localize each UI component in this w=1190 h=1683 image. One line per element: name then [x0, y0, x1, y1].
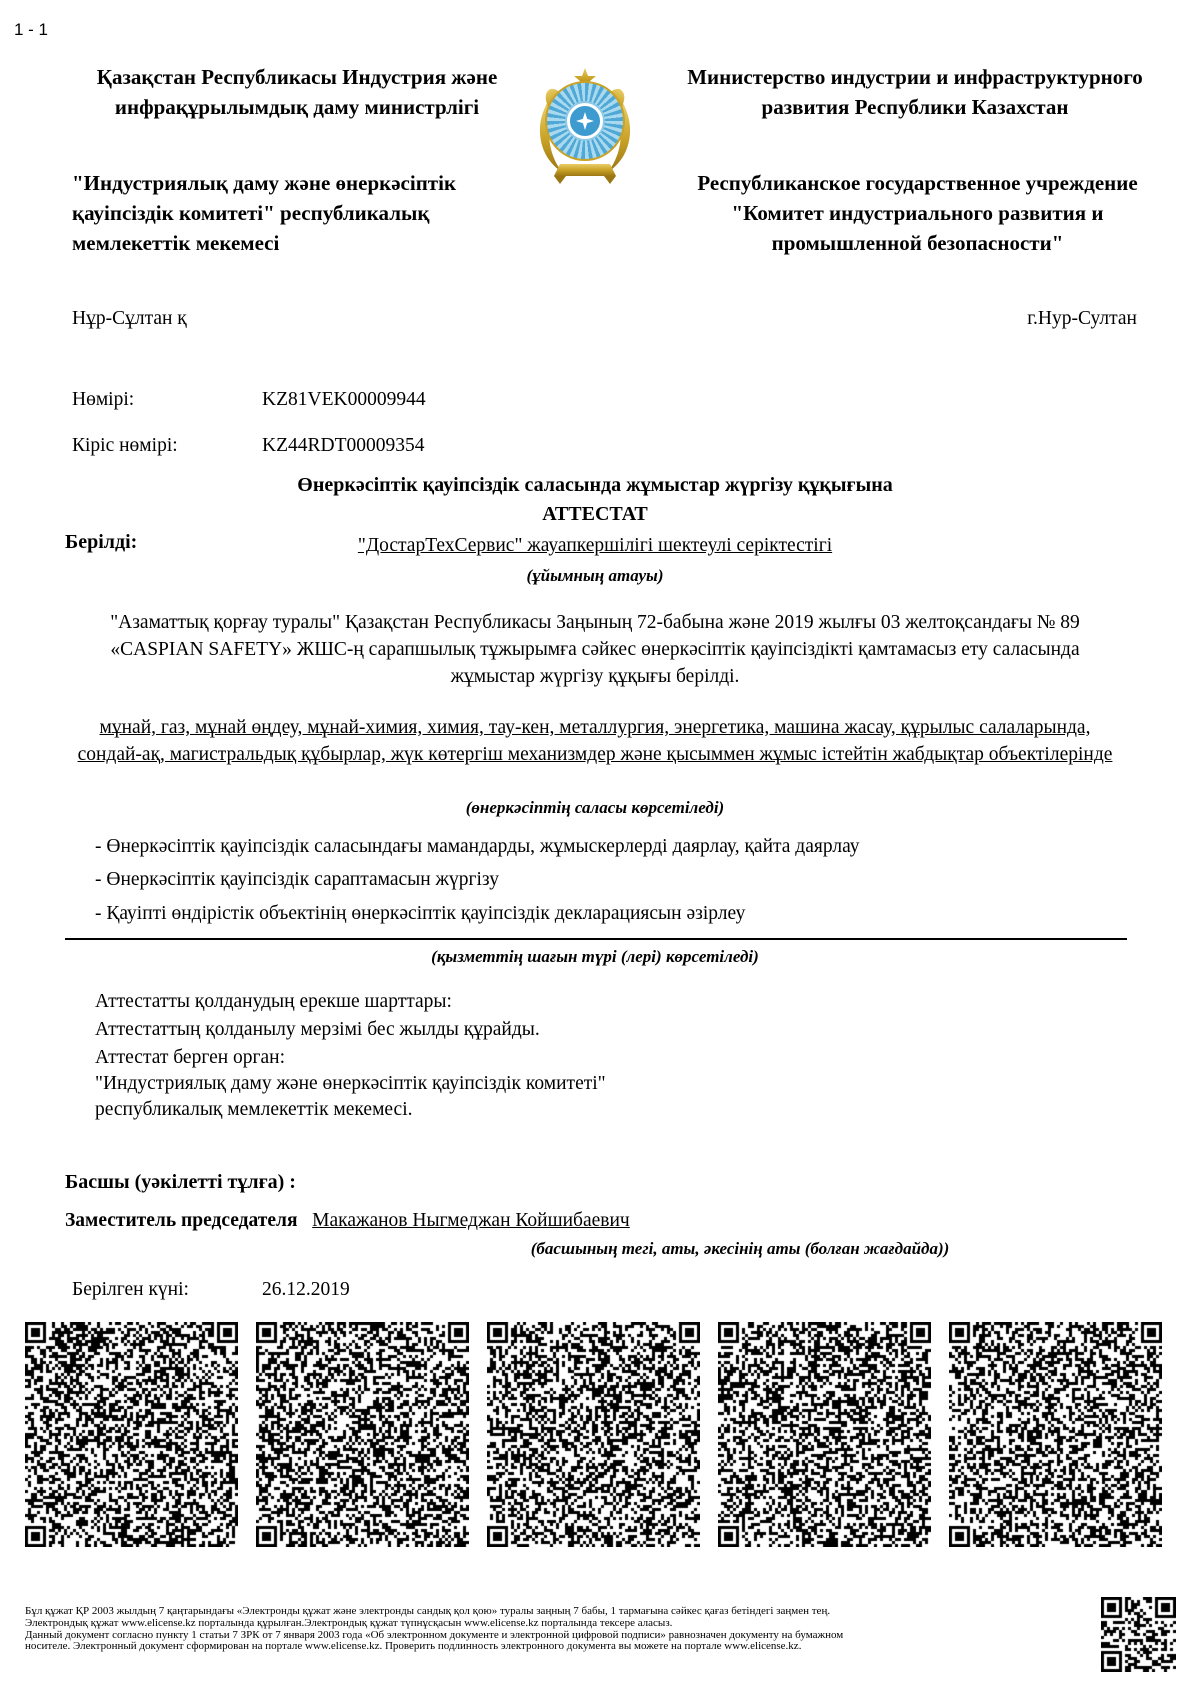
footer-legal-text	[25, 1606, 1090, 1653]
legal-basis-paragraph: "Азаматтық қорғау туралы" Қазақстан Республикасы Заңының 72-бабына және 2019 жылғы 03 желтоқсандағы № 89 «CASPIAN SAFETY» ЖШС-ң сарапшылық тұжырымға сәйкес өнеркәсіптік қауіпсіздікті қамтамасыз ету саласында жұмыстар жүргізу құқығы берілді.	[110, 612, 1080, 687]
signature-qr-code-2	[256, 1322, 469, 1547]
conditions-line: Аттестат берген орган:	[95, 1047, 286, 1068]
signature-qr-code-1	[25, 1322, 238, 1547]
footer-line: носителе. Электронный документ сформирован на портале www.elicense.kz. Проверить подлинность электронного документа вы можете на портале www.elicense.kz.	[25, 1640, 802, 1653]
city-russian: г.Нур-Султан	[1027, 308, 1137, 329]
committee-name-russian: Республиканское государственное учреждение "Комитет индустриального развития и промышленной безопасности"	[697, 171, 1138, 255]
ministry-name-kazakh: Қазақстан Республикасы Индустрия және инфрақұрылымдық даму министрлігі	[96, 65, 498, 119]
committee-name-kazakh: "Индустриялық даму және өнеркәсіптік қауіпсіздік комитеті" республикалық мемлекеттік мекемесі	[72, 171, 457, 255]
industry-scope-text: мұнай, газ, мұнай өңдеу, мұнай-химия, химия, тау-кен, металлургия, энергетика, машина жасау, құрылыс салаларында, сондай-ақ, магистральдық құбырлар, жүк көтергіш механизмдер және қысыммен жұмыс істейтін жабдықтар объектілерінде	[77, 717, 1113, 765]
city-kazakh: Нұр-Сұлтан қ	[72, 308, 187, 329]
footer-line: Электрондық құжат www.elicense.kz порталында құрылған.Электрондық құжат түпнұсқасын www.elicense.kz порталында тексере аласыз.	[25, 1616, 673, 1629]
incoming-number-label: Кіріс нөмірі:	[72, 435, 178, 456]
ministry-name-russian: Министерство индустрии и инфраструктурного развития Республики Казахстан	[687, 65, 1143, 119]
signature-qr-code-5	[949, 1322, 1162, 1547]
conditions-line: Аттестатты қолданудың ерекше шарттары:	[95, 991, 452, 1012]
signer-name: Макажанов Ныгмеджан Койшибаевич	[312, 1210, 630, 1231]
issuing-authority-line: "Индустриялық даму және өнеркәсіптік қауіпсіздік комитеті"	[95, 1073, 606, 1094]
incoming-number-value: KZ44RDT00009354	[262, 435, 425, 456]
head-official-label: Басшы (уәкілетті тұлға) :	[65, 1171, 296, 1193]
footer-line: Данный документ согласно пункту 1 статьи 7 ЗРК от 7 января 2003 года «Об электронном документе и электронной цифровой подписи» равнозначен документу на бумажном	[25, 1628, 844, 1641]
activity-item: - Өнеркәсіптік қауіпсіздік сараптамасын жүргізу	[95, 869, 499, 890]
organization-name-caption: (ұйымның атауы)	[526, 566, 664, 585]
issuing-authority-line: республикалық мемлекеттік мекемесі.	[95, 1099, 413, 1120]
verification-qr-code	[1101, 1597, 1176, 1672]
signature-row	[65, 1207, 1125, 1234]
signature-qr-code-4	[718, 1322, 931, 1547]
document-title-attestat: АТТЕСТАТ	[542, 503, 648, 525]
activity-item: - Өнеркәсіптік қауіпсіздік саласындағы мамандарды, жұмыскерлерді даярлау, қайта даярлау	[95, 836, 860, 857]
number-value: KZ81VEK00009944	[262, 389, 426, 410]
kazakhstan-emblem	[532, 66, 638, 186]
issued-to-label: Берілді:	[65, 531, 138, 553]
issue-date-label: Берілген күні:	[72, 1279, 189, 1300]
divider-line	[65, 938, 1127, 940]
footer-line: Бұл құжат ҚР 2003 жылдың 7 қаңтарындағы «Электронды құжат және электронды сандық қол қою» туралы заңның 7 бабы, 1 тармағына сәйкес қағаз бетіндегі заңмен тең.	[25, 1605, 831, 1617]
page-number: 1 - 1	[14, 20, 49, 39]
activities-caption: (қызметтің шағын түрі (лері) көрсетіледі)	[431, 947, 759, 966]
organization-name: "ДостарТехСервис" жауапкершілігі шектеулі серіктестігі	[357, 535, 833, 556]
signer-position: Заместитель председателя	[65, 1210, 298, 1231]
document-title-line1: Өнеркәсіптік қауіпсіздік саласында жұмыстар жүргізу құқығына	[297, 474, 893, 496]
industry-scope-caption: (өнеркәсіптің саласы көрсетіледі)	[465, 798, 725, 817]
number-label: Нөмірі:	[72, 389, 135, 410]
activity-item: - Қауіпті өндірістік объектінің өнеркәсіптік қауіпсіздік декларациясын әзірлеу	[95, 903, 746, 924]
conditions-line: Аттестаттың қолданылу мерзімі бес жылды құрайды.	[95, 1019, 540, 1040]
issue-date-value: 26.12.2019	[262, 1279, 350, 1300]
signature-qr-code-3	[487, 1322, 700, 1547]
signer-name-caption: (басшының тегі, аты, әкесінің аты (болған жағдайда))	[530, 1239, 950, 1258]
